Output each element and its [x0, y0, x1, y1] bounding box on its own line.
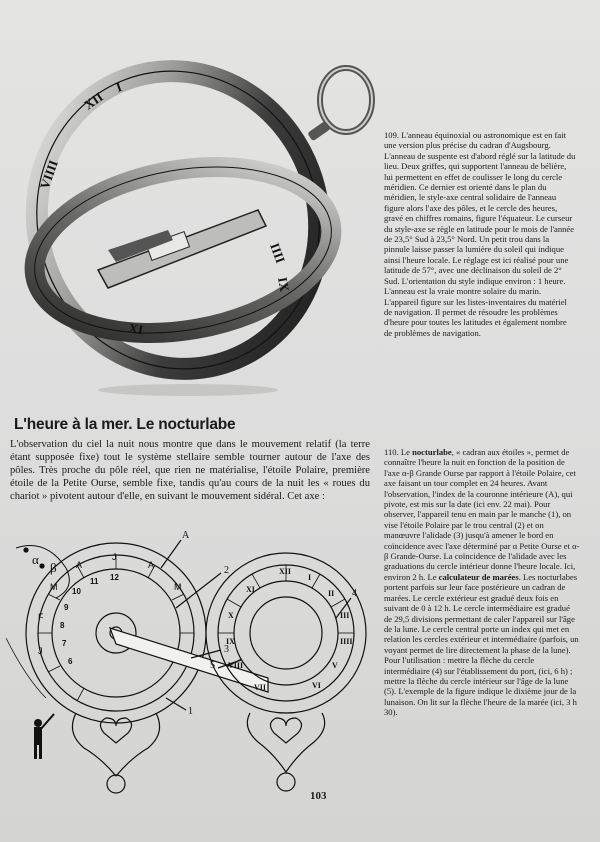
- month-3: A: [76, 560, 83, 570]
- label-5: 5: [210, 660, 215, 671]
- month-1: A: [148, 560, 155, 570]
- roman-10: X: [228, 611, 234, 620]
- roman-1: I: [308, 573, 312, 582]
- caption-figure-109: 109. L'anneau équinoxial ou astronomique est en fait une version plus précise du cadran d'Augsbourg. L'anneau de suspente est d'abord réglé sur la latitude du lieu. Deux griffes, qui supportent l'anneau de bélière, lui permettent en effet de coulisser le long du cercle méridien. Ce dernier est orienté dans le plan du méridien, le style-axe central solidaire de l'anneau figure alors l'axe des pôles, et le cercle des heures, gravé en chiffres romains, figure l'équateur. Le curseur du style-axe se règle en latitude pour le mois de l'année de 23,5° Sud à 23,5° Nord. Un petit trou dans la pinnule laisse passer la lumière du soleil qui indique ainsi l'heure locale. Le réglage est ici réalisé pour une latitude de 57°, avec une déclinaison du soleil de 2° Sud. L'orientation du style indique environ : 1 heure. L'anneau est la vraie montre solaire du marin. L'appareil figure sur les listes-inventaires du matériel de navigation. Il permet de résoudre les problèmes d'heure pour toutes les latitudes et également nombre de problèmes de navigation.: [384, 130, 576, 338]
- roman-8: VIII: [228, 661, 244, 670]
- label-A: A: [182, 530, 190, 541]
- label-3: 3: [224, 644, 229, 655]
- nocturlabe-diagram: [6, 528, 374, 796]
- svg-text:IIII: IIII: [267, 240, 289, 266]
- hour-3: 9: [64, 603, 69, 612]
- page-number: 103: [310, 790, 327, 802]
- label-alpha: α: [32, 552, 39, 567]
- roman-0: XII: [279, 567, 292, 576]
- caption-110-term-nocturlabe: nocturlabe: [412, 447, 452, 457]
- roman-3: III: [340, 611, 350, 620]
- label-2: 2: [224, 565, 229, 576]
- body-paragraph: L'observation du ciel la nuit nous montre que dans le mouvement relatif (la terre étant supposée fixe) tout le système stellaire semble tourner autour de l'axe des pôles. Très proche du pôle réel, que rien ne matérialise, l'étoile Polaire, première étoile de la Petite Ourse, semble fixe, tandis qu'au cours de la nuit les « roues du chariot » pivotent autour d'elle, en suivant le mouvement sidéral. Cet axe :: [10, 439, 370, 502]
- month-0: J: [112, 552, 117, 562]
- equinoctial-ring-photo: [8, 40, 378, 400]
- caption-110-part-1: 110. Le: [384, 447, 413, 457]
- month-6: J: [38, 646, 43, 656]
- caption-110-part-3: . Les nocturlabes portent parfois sur leur face postérieure un cadran de marées. Le cercle extérieur est gradué deux fois en suivant de 0 à 12 h. Le cercle intermédiaire est gradué de 29,5 divisions permettant de caler l'appareil sur l'âge de la lune. Le cercle central porte un index qui met en relation les cercles extérieur et intermédiaire (parfois, un voyant permet de lire directement la phase de la lune). Pour l'utilisation : mettre la flèche du cercle intermédiaire (4) sur l'établissement du port, (ici, 6 h) ; mettre la flèche du cercle intérieur sur l'âge de la lune (5). L'exemple de la figure indique le dixième jour de la lunaison. On lit sur la flèche l'heure de la marée (ici, 3 h 30).: [384, 571, 579, 718]
- roman-9: IX: [226, 637, 235, 646]
- hour-2: 10: [72, 587, 81, 596]
- label-1: 1: [188, 706, 193, 717]
- hour-0: 12: [110, 573, 119, 582]
- month-2: M: [174, 582, 182, 592]
- label-beta: β: [50, 560, 57, 575]
- roman-6: VI: [312, 681, 321, 690]
- roman-4: IIII: [340, 637, 353, 646]
- month-5: F: [38, 612, 44, 622]
- svg-text:IX: IX: [275, 275, 293, 293]
- hour-4: 8: [60, 621, 65, 630]
- svg-text:I: I: [113, 78, 124, 95]
- observer-figure: [34, 714, 54, 759]
- label-4: 4: [352, 588, 357, 599]
- caption-110-part-2: , « cadran aux étoiles », permet de connaître l'heure la nuit en fonction de la position de l'axe α-β Grande Ourse par rapport à l'étoile Polaire, cet axe faisant un tour complet en 24 heures. Avant l'observation, l'index de la couronne intérieure (A), qui pivote, est mis sur la date (ici env. 22 mai). Pour observer, l'appareil tenu en main par le manche (1), on vise l'étoile Polaire par le trou central (2) et on manœuvre l'alidade (3) jusqu'à amener le bord en coïncidence avec l'axe déterminé par α Petite Ourse et α-β Grande-Ourse. La coïncidence de l'alidade avec les graduations du cercle intérieur donne l'heure locale. Ici, environ 2 h. Le: [384, 447, 580, 582]
- month-4: M: [50, 582, 58, 592]
- svg-text:XII: XII: [81, 88, 106, 113]
- svg-text:VIIII: VIIII: [36, 158, 61, 192]
- roman-2: II: [328, 589, 335, 598]
- roman-11: XI: [246, 585, 255, 594]
- section-heading: L'heure à la mer. Le nocturlabe: [14, 416, 236, 433]
- caption-110-term-calculateur: calculateur de marées: [438, 571, 519, 582]
- caption-figure-110: [384, 447, 580, 718]
- hour-5: 7: [62, 639, 67, 648]
- hour-1: 11: [90, 577, 99, 586]
- roman-7: VII: [254, 683, 267, 692]
- hour-6: 6: [68, 657, 73, 666]
- roman-5: V: [332, 661, 338, 670]
- svg-text:XI: XI: [127, 320, 145, 338]
